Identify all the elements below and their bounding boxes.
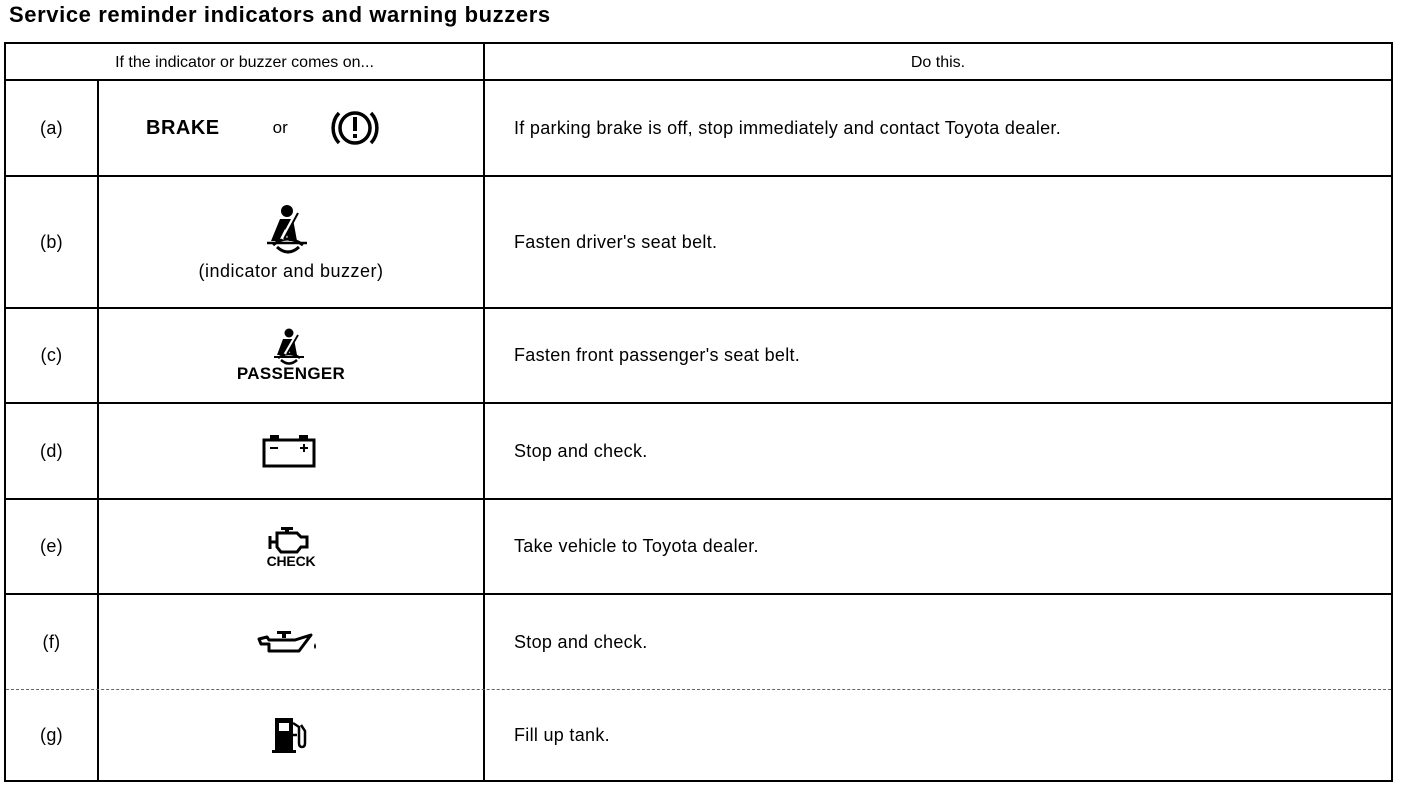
indicator-cell [99, 595, 483, 689]
page-title: Service reminder indicators and warning buzzers [9, 2, 551, 27]
passenger-label: PASSENGER [236, 363, 346, 383]
row-letter: (g) [40, 724, 63, 745]
header-action: Do this. [910, 53, 966, 71]
check-label: CHECK [266, 552, 316, 569]
action-text: Fasten front passenger's seat belt. [514, 345, 801, 365]
row-letter: (a) [40, 117, 63, 138]
indicator-cell [99, 177, 483, 307]
indicator-cell [99, 81, 483, 175]
indicator-caption: (indicator and buzzer) [198, 260, 384, 281]
action-text: Stop and check. [514, 631, 648, 652]
action-text: Stop and check. [514, 440, 648, 461]
action-text: Fasten driver's seat belt. [514, 231, 718, 252]
indicator-cell [99, 404, 483, 498]
action-text: Take vehicle to Toyota dealer. [514, 536, 759, 556]
row-letter: (b) [40, 231, 63, 252]
indicator-cell [99, 690, 483, 780]
header-indicator: If the indicator or buzzer comes on... [115, 53, 374, 71]
brake-label: BRAKE [146, 116, 220, 139]
oil-pressure-icon [255, 629, 321, 655]
passenger-seat-belt-icon [271, 328, 307, 366]
check-engine-icon [267, 525, 311, 555]
indicator-cell [99, 500, 483, 593]
row-letter: (d) [40, 440, 63, 461]
indicator-cell [99, 309, 483, 402]
indicator-table [4, 42, 1393, 782]
action-text: Fill up tank. [514, 724, 610, 745]
action-text: If parking brake is off, stop immediately and contact Toyota dealer. [514, 117, 1062, 138]
row-letter: (c) [40, 345, 63, 365]
row-letter: (f) [42, 631, 61, 652]
row-letter: (e) [40, 536, 63, 556]
or-label: or [272, 118, 288, 137]
battery-icon [260, 433, 318, 469]
brake-warning-icon [327, 106, 383, 150]
fuel-pump-icon [269, 715, 309, 755]
seat-belt-icon [263, 203, 313, 257]
